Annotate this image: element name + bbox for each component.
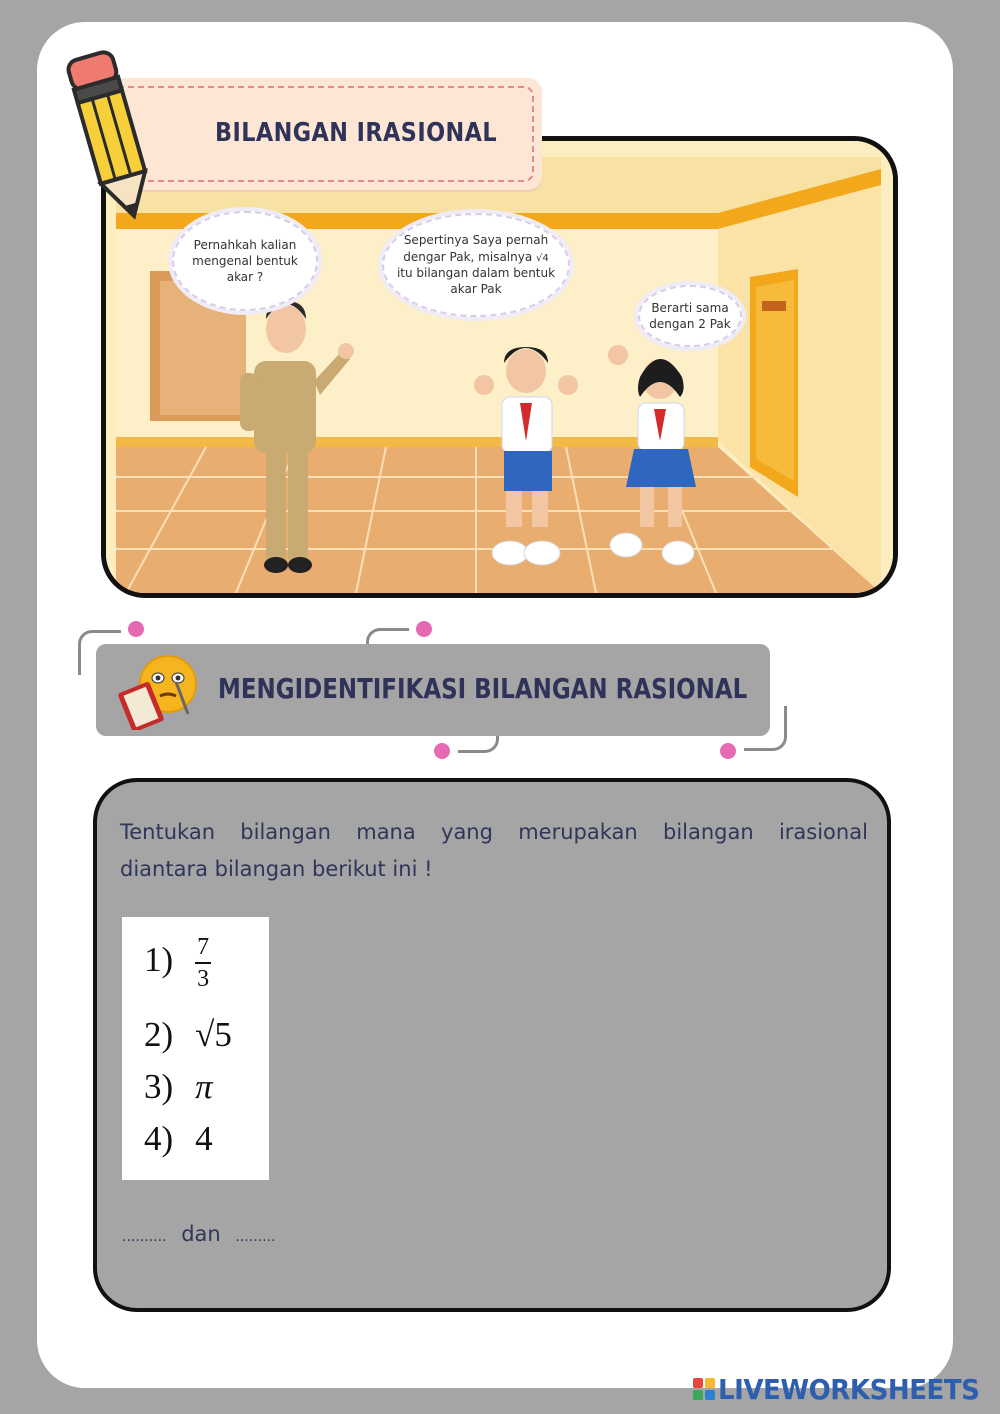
boy-speech-line-3: itu bilangan dalam bentuk bbox=[396, 266, 556, 281]
boy-speech-root: √4 bbox=[536, 252, 549, 264]
option-value: √5 bbox=[195, 1015, 232, 1054]
option-4 bbox=[144, 1119, 213, 1159]
boy-speech-bubble bbox=[382, 213, 570, 317]
question-word: bilangan bbox=[240, 820, 331, 844]
girl-speech-bubble bbox=[638, 285, 742, 347]
decor-dot bbox=[434, 743, 450, 759]
question-line-2: diantara bilangan berikut ini ! bbox=[120, 857, 433, 881]
boy-speech-line-4: akar Pak bbox=[450, 282, 502, 297]
question-word: yang bbox=[441, 820, 493, 844]
question-text bbox=[120, 814, 868, 888]
page-title: BILANGAN IRASIONAL bbox=[215, 118, 498, 148]
boy-speech-text bbox=[397, 232, 555, 297]
number-options-card bbox=[122, 917, 269, 1180]
pencil-icon bbox=[60, 40, 170, 230]
answer-blank-1[interactable]: .......... bbox=[122, 1229, 167, 1245]
classroom-scene-svg bbox=[106, 141, 893, 593]
option-number: 1) bbox=[144, 940, 174, 980]
liveworksheets-logo-icon bbox=[693, 1378, 715, 1400]
answer-line bbox=[122, 1222, 275, 1246]
teacher-speech-text: Pernahkah kalian mengenal bentuk akar ? bbox=[192, 237, 298, 285]
boy-speech-line-1: Sepertinya Saya pernah bbox=[403, 233, 549, 248]
option-number: 2) bbox=[144, 1015, 174, 1054]
fraction-denominator: 3 bbox=[197, 966, 210, 992]
question-word: bilangan bbox=[662, 820, 754, 844]
girl-speech-text: Berarti sama dengan 2 Pak bbox=[649, 300, 731, 331]
fraction bbox=[195, 935, 211, 991]
section-title: MENGIDENTIFIKASI BILANGAN RASIONAL bbox=[218, 672, 748, 705]
option-number: 4) bbox=[144, 1119, 174, 1158]
fraction-numerator: 7 bbox=[195, 935, 211, 964]
answer-connector: dan bbox=[181, 1222, 221, 1246]
decor-dot bbox=[720, 743, 736, 759]
option-value: π bbox=[195, 1067, 213, 1106]
option-number: 3) bbox=[144, 1067, 174, 1106]
teacher-speech-bubble bbox=[172, 211, 318, 311]
option-2 bbox=[144, 1015, 232, 1055]
question-word: irasional bbox=[778, 820, 868, 844]
classroom-illustration bbox=[101, 136, 898, 598]
thinking-emoji-icon bbox=[116, 652, 202, 730]
question-word: mana bbox=[356, 820, 416, 844]
liveworksheets-logo[interactable] bbox=[693, 1372, 999, 1406]
option-1 bbox=[144, 935, 211, 991]
brand-name: LIVEWORKSHEETS bbox=[718, 1372, 980, 1406]
option-3 bbox=[144, 1067, 213, 1107]
answer-blank-2[interactable]: ......... bbox=[235, 1229, 276, 1245]
decor-dot bbox=[128, 621, 144, 637]
section-bracket-bottom bbox=[458, 734, 499, 753]
decor-dot bbox=[416, 621, 432, 637]
boy-speech-line-2: dengar Pak, misalnya bbox=[403, 249, 533, 264]
question-word: merupakan bbox=[518, 820, 638, 844]
question-line-1 bbox=[120, 814, 868, 851]
option-value: 4 bbox=[195, 1119, 213, 1158]
question-word: Tentukan bbox=[120, 820, 216, 844]
